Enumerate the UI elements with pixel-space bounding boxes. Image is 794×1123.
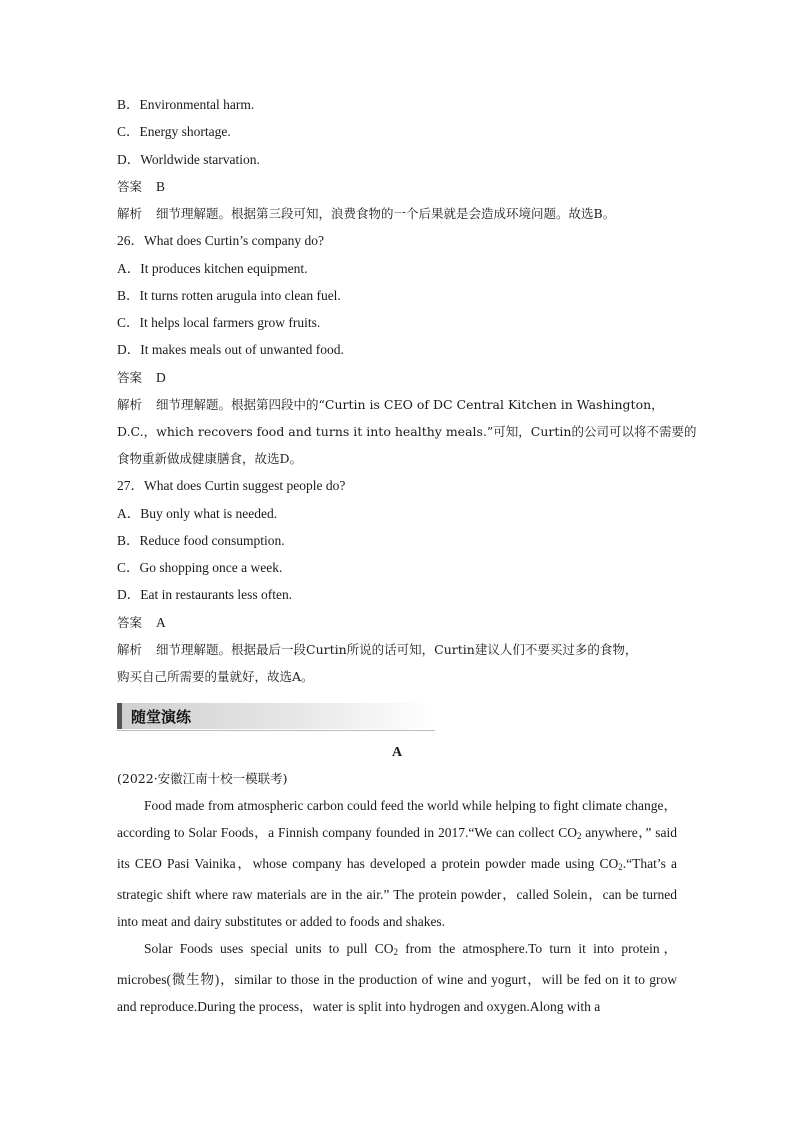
q26-option-b: B．It turns rotten arugula into clean fuel.	[117, 288, 341, 303]
analysis-text: 细节理解题。根据第三段可知，浪费食物的一个后果就是会造成环境问题。故选B。	[156, 206, 616, 221]
q27-analysis-line2: 购买自己所需要的量就好，故选A。	[117, 669, 314, 684]
passage-paragraph-1: Food made from atmospheric carbon could feed the world while helping to fight climate change，according to Solar Foods，a Finnish company founded in 2017.“We can collect $CO_2$ anywhere，” said its CEO Pasi Vainika，whose company has developed a protein powder made using $CO_2.“That’s$ a strategic shift where raw materials are in the air.” The protein powder，called Solein，can be turned into meat and dairy substitutes or added to foods and shakes.	[117, 798, 677, 929]
q26-question: 26．What does Curtin’s company do?	[117, 233, 324, 248]
q26-option-d: D．It makes meals out of unwanted food.	[117, 342, 344, 357]
answer-value: A	[156, 615, 166, 630]
q27-answer	[117, 614, 166, 632]
q25-answer	[117, 178, 165, 196]
answer-label: 答案	[117, 179, 143, 194]
passage-letter: A	[391, 745, 403, 760]
analysis-label: 解析	[117, 397, 143, 412]
q26-analysis-line2: D.C.，which recovers food and turns it into healthy meals.”可知，Curtin的公司可以将不需要的	[117, 424, 697, 439]
passage-source: (2022·安徽江南十校一模联考)	[117, 771, 288, 786]
passage-paragraph-2: Solar Foods uses special units to pull $CO_2$ from the atmosphere.To turn it into protein，microbes(微生物)，similar to those in the production of wine and yogurt，will be fed on it to grow and reproduce.During the process，water is split into hydrogen and oxygen.Along with a	[117, 941, 677, 1014]
q27-option-b: B．Reduce food consumption.	[117, 533, 285, 548]
q25-option-d: D．Worldwide starvation.	[117, 152, 260, 167]
analysis-text: 细节理解题。根据最后一段Curtin所说的话可知，Curtin建议人们不要买过多的食物，	[156, 642, 638, 657]
q26-analysis-line1	[117, 396, 664, 414]
q26-option-c: C．It helps local farmers grow fruits.	[117, 315, 321, 330]
q27-option-d: D．Eat in restaurants less often.	[117, 587, 293, 602]
q26-answer	[117, 369, 166, 387]
answer-value: D	[156, 370, 166, 385]
section-title: 随堂演练	[131, 708, 192, 726]
q27-option-a: A．Buy only what is needed.	[117, 506, 278, 521]
answer-value: B	[156, 179, 166, 194]
section-divider	[117, 730, 435, 731]
q26-option-a: A．It produces kitchen equipment.	[117, 261, 308, 276]
analysis-label: 解析	[117, 642, 143, 657]
section-header	[117, 703, 435, 729]
answer-label: 答案	[117, 370, 143, 385]
q25-analysis	[117, 205, 615, 223]
analysis-text: 细节理解题。根据第四段中的“Curtin is CEO of DC Central Kitchen in Washington，	[156, 397, 664, 412]
section-accent	[117, 703, 122, 729]
passage-body	[117, 792, 677, 1020]
q27-question: 27．What does Curtin suggest people do?	[117, 478, 346, 493]
q25-option-b: B．Environmental harm.	[117, 97, 255, 112]
q25-option-c: C．Energy shortage.	[117, 124, 231, 139]
analysis-label: 解析	[117, 206, 143, 221]
q27-analysis-line1	[117, 641, 637, 659]
q27-option-c: C．Go shopping once a week.	[117, 560, 283, 575]
answer-label: 答案	[117, 615, 143, 630]
q26-analysis-line3: 食物重新做成健康膳食，故选D。	[117, 451, 303, 466]
